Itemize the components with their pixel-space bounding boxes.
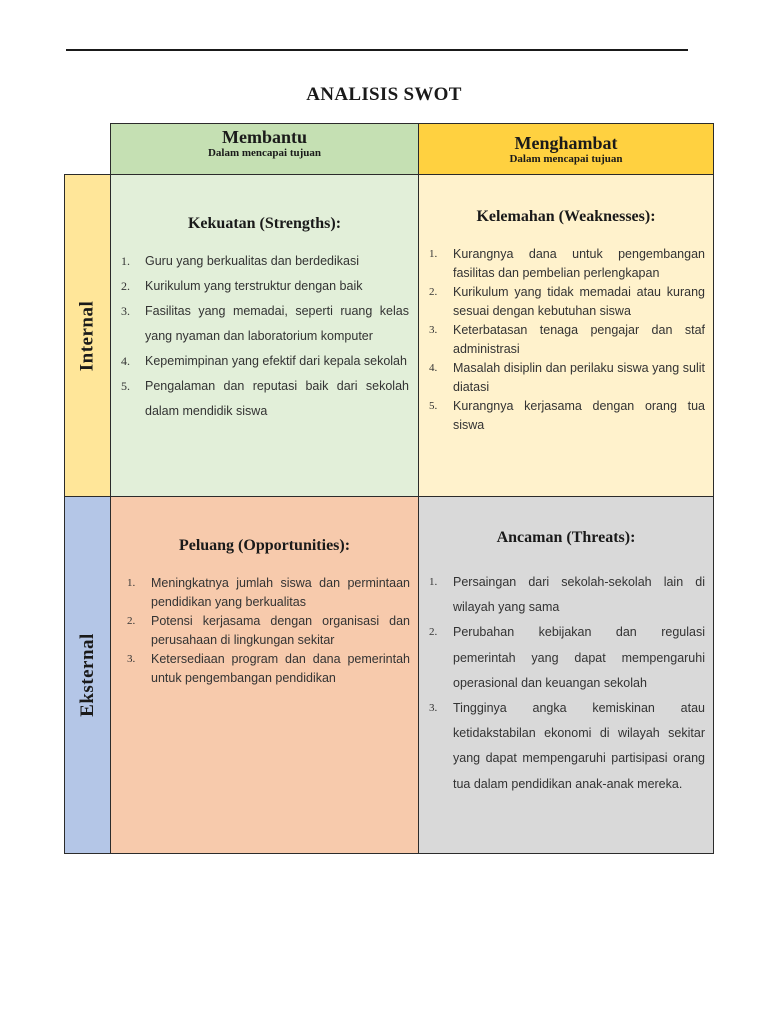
list-item: Tingginya angka kemiskinan atau ketidakstabilan ekonomi di wilayah sekitar yang dapat mempengaruhi partisipasi orang tua dalam pendidikan anak-anak mereka. (453, 701, 705, 791)
list-item: Pengalaman dan reputasi baik dari sekolah dalam mendidik siswa (145, 379, 409, 418)
row-label-internal-text: Internal (76, 300, 98, 371)
list-item: Meningkatnya jumlah siswa dan permintaan pendidikan yang berkualitas (151, 576, 410, 609)
threats-heading: Ancaman (Threats): (496, 529, 636, 546)
row-label-eksternal-text: Eksternal (76, 633, 98, 717)
quadrant-opportunities (110, 496, 419, 854)
quadrant-threats (418, 496, 714, 854)
header-membantu (110, 123, 419, 175)
strengths-list (145, 249, 409, 424)
threats-list (453, 570, 705, 797)
header-menghambat-subtitle: Dalam mencapai tujuan (509, 153, 623, 165)
quadrant-weaknesses (418, 174, 714, 497)
weaknesses-list (453, 245, 705, 435)
top-divider (66, 49, 688, 51)
list-item: Ketersediaan program dan dana pemerintah untuk pengembangan pendidikan (151, 652, 410, 685)
weaknesses-heading: Kelemahan (Weaknesses): (476, 208, 656, 225)
document-title: ANALISIS SWOT (306, 84, 462, 105)
list-item: Kurikulum yang terstruktur dengan baik (145, 279, 363, 293)
list-item: Fasilitas yang memadai, seperti ruang kelas yang nyaman dan laboratorium komputer (145, 304, 409, 343)
row-label-internal (64, 174, 111, 497)
list-item: Persaingan dari sekolah-sekolah lain di wilayah yang sama (453, 575, 705, 615)
row-label-eksternal (64, 496, 111, 854)
list-item: Potensi kerjasama dengan organisasi dan perusahaan di lingkungan sekitar (151, 614, 410, 647)
list-item: Kepemimpinan yang efektif dari kepala sekolah (145, 354, 407, 368)
header-menghambat (418, 123, 714, 175)
list-item: Masalah disiplin dan perilaku siswa yang sulit diatasi (453, 361, 705, 394)
list-item: Kurikulum yang tidak memadai atau kurang sesuai dengan kebutuhan siswa (453, 285, 705, 318)
header-membantu-title: Membantu (222, 127, 307, 147)
list-item: Keterbatasan tenaga pengajar dan staf administrasi (453, 323, 705, 356)
opportunities-heading: Peluang (Opportunities): (178, 537, 351, 554)
header-menghambat-title: Menghambat (514, 133, 618, 153)
list-item: Kurangnya dana untuk pengembangan fasilitas dan pembelian perlengkapan (453, 247, 705, 280)
list-item: Perubahan kebijakan dan regulasi pemerintah yang dapat mempengaruhi operasional dan keuangan sekolah (453, 625, 705, 690)
quadrant-strengths (110, 174, 419, 497)
strengths-heading: Kekuatan (Strengths): (187, 215, 342, 232)
list-item: Kurangnya kerjasama dengan orang tua siswa (453, 399, 705, 432)
list-item: Guru yang berkualitas dan berdedikasi (145, 254, 360, 268)
header-membantu-subtitle: Dalam mencapai tujuan (207, 147, 322, 159)
opportunities-list (151, 574, 410, 688)
